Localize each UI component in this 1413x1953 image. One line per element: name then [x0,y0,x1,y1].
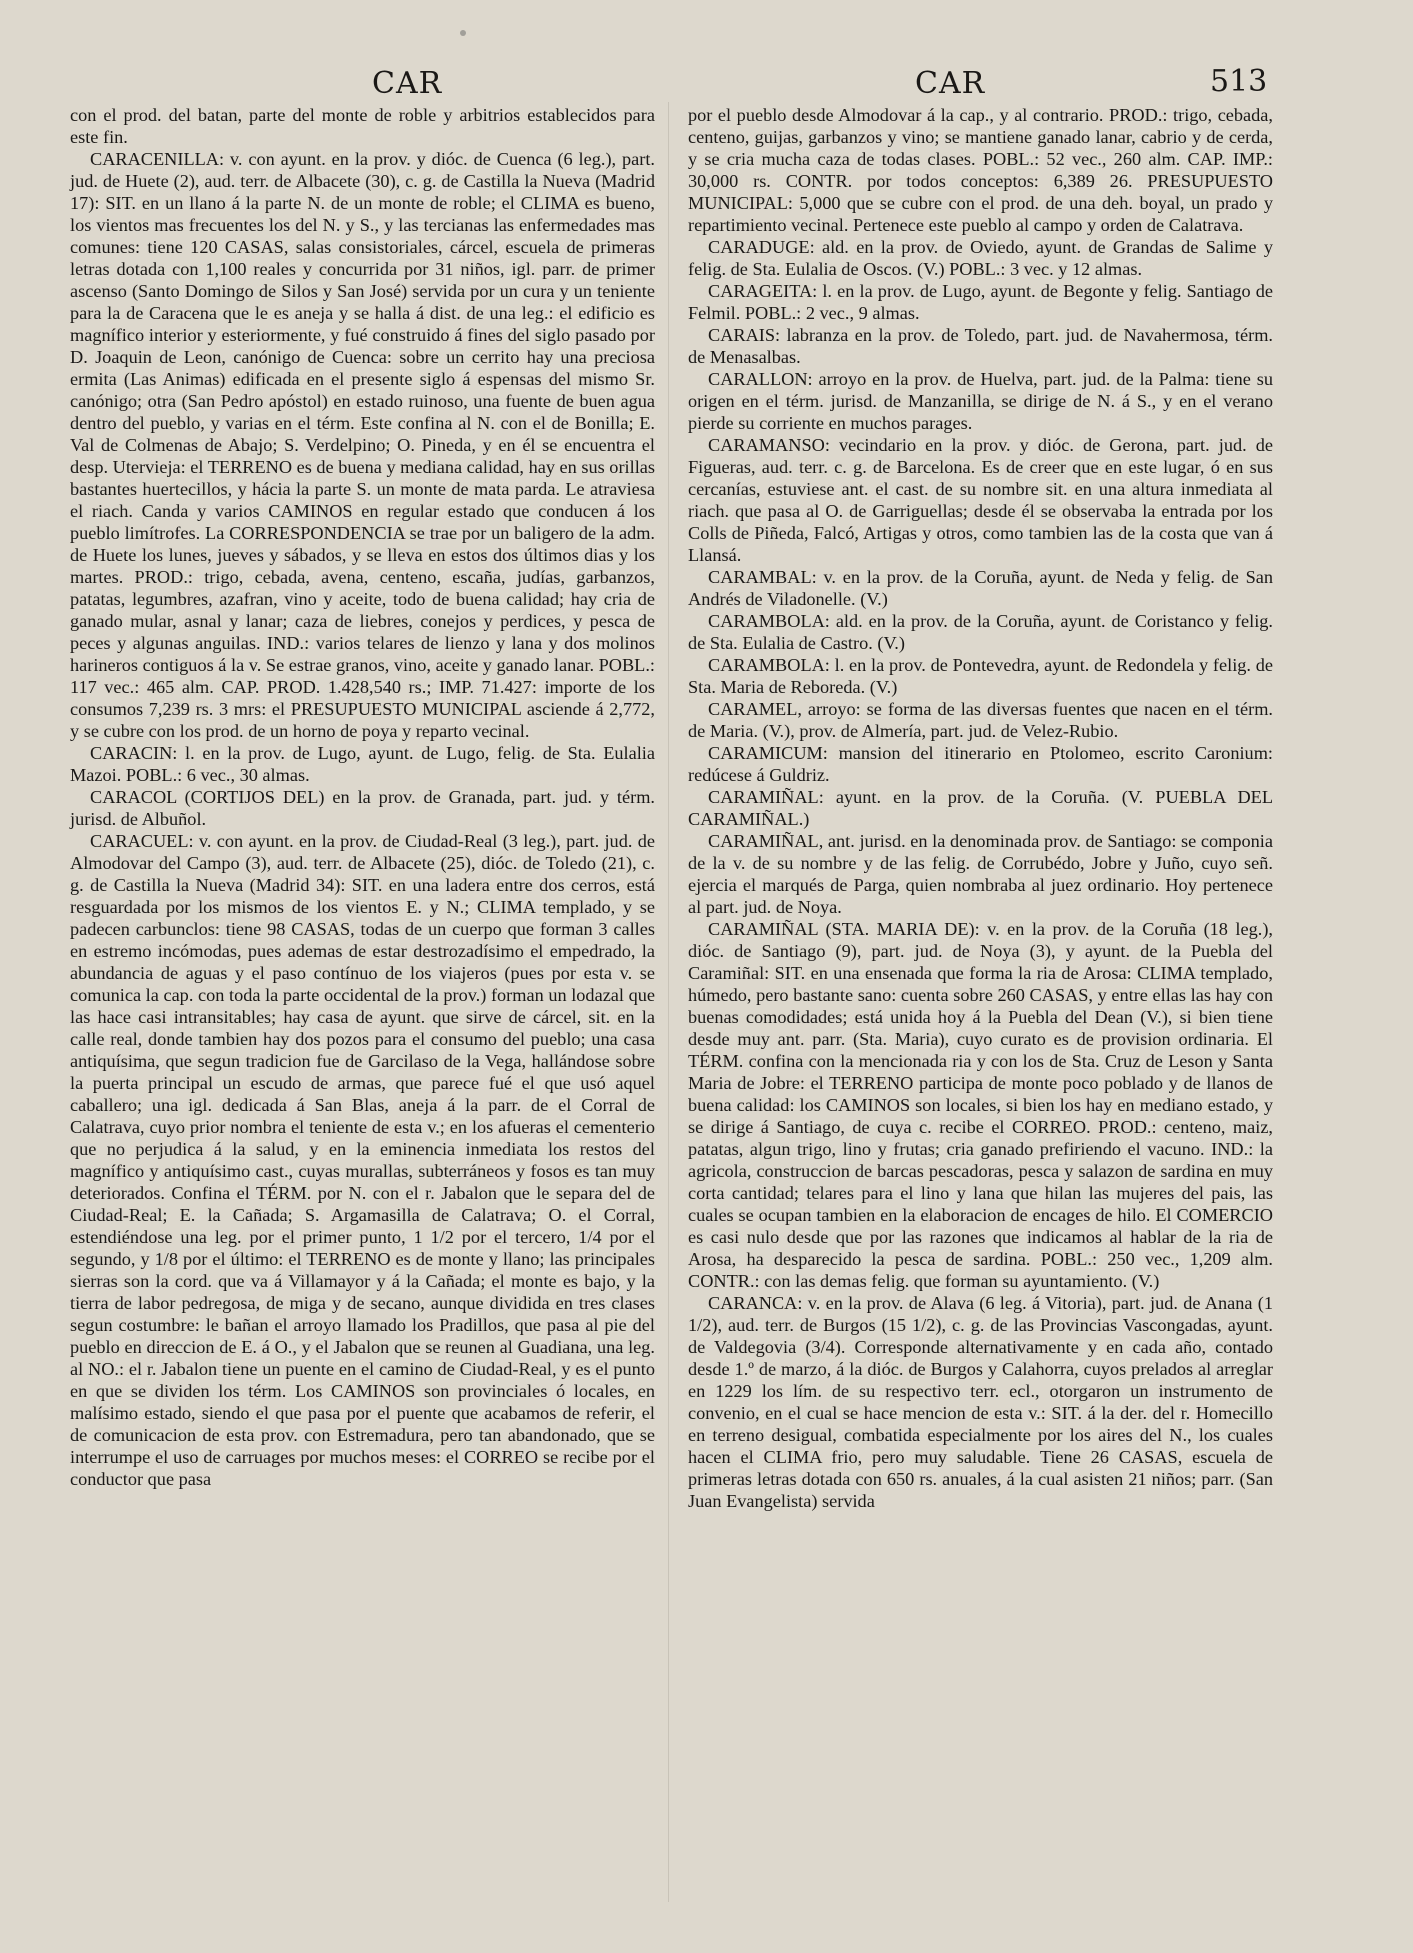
dictionary-entry: CARACOL (CORTIJOS DEL) en la prov. de Granada, part. jud. y térm. jurisd. de Albuñol. [70,787,655,829]
dictionary-entry: CARAMBOLA: l. en la prov. de Pontevedra, ayunt. de Redondela y felig. de Sta. Maria de Reboreda. (V.) [688,655,1273,697]
dictionary-entry: CARAMIÑAL, ant. jurisd. en la denominada prov. de Santiago: se componia de la v. de su nombre y de las felig. de Corrubédo, Jobre y Juño, cuyo señ. ejercia el marqués de Parga, quien nombraba al juez ordinario. Hoy pertenece al part. jud. de Noya. [688,831,1273,917]
dictionary-entry: CARADUGE: ald. en la prov. de Oviedo, ayunt. de Grandas de Salime y felig. de Sta. Eulalia de Oscos. (V.) POBL.: 3 vec. y 12 almas. [688,237,1273,279]
dictionary-entry: CARANCA: v. en la prov. de Alava (6 leg. á Vitoria), part. jud. de Anana (1 1/2), aud. terr. de Burgos (15 1/2), c. g. de las Provincias Vascongadas, ayunt. de Valdegovia (3/4). Corresponde alternativamente y en cada año, contado desde 1.º de marzo, á la dióc. de Burgos y Calahorra, cuyos prelados al arreglar en 1229 los lím. de su respectivo terr. ecl., otorgaron un instrumento de convenio, en el cual se hace mencion de esta v.: SIT. á la der. del r. Homecillo en terreno desigual, combatida especialmente por los aires del N., los cuales hacen el CLIMA frio, pero muy saludable. Tiene 26 CASAS, escuela de primeras letras dotada con 650 rs. anuales, á la cual asisten 21 niños; parr. (San Juan Evangelista) servida [688,1293,1273,1511]
running-head-right: CAR [915,66,986,101]
dictionary-entry: CARACIN: l. en la prov. de Lugo, ayunt. de Lugo, felig. de Sta. Eulalia Mazoi. POBL.: 6 vec., 30 almas. [70,743,655,785]
dictionary-entry: CARAGEITA: l. en la prov. de Lugo, ayunt. de Begonte y felig. Santiago de Felmil. POBL.: 2 vec., 9 almas. [688,281,1273,323]
dictionary-entry: con el prod. del batan, parte del monte de roble y arbitrios establecidos para este fin. [70,105,655,147]
dictionary-entry: CARAMBOLA: ald. en la prov. de la Coruña, ayunt. de Coristanco y felig. de Sta. Eulalia de Castro. (V.) [688,611,1273,653]
dictionary-entry: CARAMICUM: mansion del itinerario en Ptolomeo, escrito Caronium: redúcese á Guldriz. [688,743,1273,785]
page-mark [460,30,466,36]
dictionary-entry: CARALLON: arroyo en la prov. de Huelva, part. jud. de la Palma: tiene su origen en el térm. jurisd. de Manzanilla, se dirige de N. á S., y en el verano pierde su corriente en muchos parages. [688,369,1273,433]
dictionary-entry: CARACUEL: v. con ayunt. en la prov. de Ciudad-Real (3 leg.), part. jud. de Almodovar del Campo (3), aud. terr. de Albacete (25), dióc. de Toledo (21), c. g. de Castilla la Nueva (Madrid 34): SIT. en una ladera entre dos cerros, está resguardada por los mismos de los vientos E. y N.; CLIMA templado, y se padecen carbunclos: tiene 98 CASAS, todas de un cuerpo que forman 3 calles en estremo incómodas, pues ademas de estar destrozadísimo el empedrado, la abundancia de aguas y el paso contínuo de los viajeros (pues por esta v. se comunica la cap. con toda la parte occidental de la prov.) forman un lodazal que las hace casi intransitables; hay casa de ayunt. que sirve de cárcel, sit. en la calle real, donde tambien hay dos pozos para el consumo del pueblo; una casa antiquísima, que segun tradicion fue de Garcilaso de la Vega, hallándose sobre la puerta principal un escudo de armas, que parece fué el que usó aquel caballero; una igl. dedicada á San Blas, aneja á la parr. de el Corral de Calatrava, cuyo prior nombra el teniente de esta v.; en los afueras el cementerio que no perjudica á la salud, y en la eminencia inmediata los restos del magnífico y antiquísimo cast., cuyas murallas, subterráneos y fosos es tan muy deteriorados. Confina el TÉRM. por N. con el r. Jabalon que le separa del de Ciudad-Real; E. la Cañada; S. Argamasilla de Calatrava; O. el Corral, estendiéndose una leg. por el primer punto, 1 1/2 por el tercero, 1/4 por el segundo, y 1/8 por el último: el TERRENO es de monte y llano; las principales sierras son la cord. que va á Villamayor y á la Cañada; el monte es bajo, y la tierra de labor pedregosa, de miga y de secano, aunque dividida en tres clases segun costumbre: le bañan el arroyo llamado los Pradillos, que pasa al pie del pueblo en direccion de E. á O., y el Jabalon que se reunen al Guadiana, una leg. al NO.: el r. Jabalon tiene un puente en el camino de Ciudad-Real, y es el punto en que se dividen los térm. Los CAMINOS son provinciales ó locales, en malísimo estado, siendo el que pasa por el puente que acabamos de referir, el de comunicacion de esta prov. con Estremadura, pero tan abandonado, que se interrumpe el uso de carruages por muchos meses: el CORREO se recibe por el conductor que pasa [70,831,655,1489]
dictionary-entry: CARAMANSO: vecindario en la prov. y dióc. de Gerona, part. jud. de Figueras, aud. terr. c. g. de Barcelona. Es de creer que en este lugar, ó en sus cercanías, estuviese ant. el cast. de su nombre sit. en una altura inmediata al riach. que pasa al O. de Garriguellas; desde él se observaba la entrada por los Colls de Piñeda, Falcó, Artigas y otros, como tambien las de la costa que van á Llansá. [688,435,1273,565]
right-column [688,104,1273,1512]
dictionary-entry: CARAMBAL: v. en la prov. de la Coruña, ayunt. de Neda y felig. de San Andrés de Viladonelle. (V.) [688,567,1273,609]
dictionary-entry: CARAMEL, arroyo: se forma de las diversas fuentes que nacen en el térm. de Maria. (V.), prov. de Almería, part. jud. de Velez-Rubio. [688,699,1273,741]
page-number: 513 [1210,64,1268,99]
dictionary-entry: por el pueblo desde Almodovar á la cap., y al contrario. PROD.: trigo, cebada, centeno, guijas, garbanzos y vino; se mantiene ganado lanar, cabrio y de cerda, y se cria mucha caza de todas clases. POBL.: 52 vec., 260 alm. CAP. IMP.: 30,000 rs. CONTR. por todos conceptos: 6,389 26. PRESUPUESTO MUNICIPAL: 5,000 que se cubre con el prod. de una deh. boyal, un prado y repartimiento vecinal. Pertenece este pueblo al campo y orden de Calatrava. [688,105,1273,235]
column-divider [668,102,669,1902]
running-head-left: CAR [372,66,443,101]
left-column [70,104,655,1490]
dictionary-entry: CARACENILLA: v. con ayunt. en la prov. y dióc. de Cuenca (6 leg.), part. jud. de Huete (2), aud. terr. de Albacete (30), c. g. de Castilla la Nueva (Madrid 17): SIT. en un llano á la parte N. de un monte de roble; el CLIMA es bueno, los vientos mas frecuentes los del N. y S., y las tercianas las enfermedades mas comunes: tiene 120 CASAS, salas consistoriales, cárcel, escuela de primeras letras dotada con 1,100 reales y concurrida por 31 niños, igl. parr. de primer ascenso (Santo Domingo de Silos y San José) servida por un cura y un teniente para la de Caracena que le es aneja y se halla á dist. de una leg.: el edificio es magnífico interior y esteriormente, y fué construido á fines del siglo pasado por D. Joaquin de Leon, canónigo de Cuenca: sobre un cerrito hay una preciosa ermita (Las Animas) edificada en el presente siglo á espensas del mismo Sr. canónigo; otra (San Pedro apóstol) en estado ruinoso, una fuente de buen agua dentro del pueblo, y varias en el térm. Este confina al N. con el de Bonilla; E. Val de Colmenas de Abajo; S. Verdelpino; O. Pineda, y en él se encuentra el desp. Utervieja: el TERRENO es de buena y mediana calidad, hay en sus orillas bastantes huertecillos, y hácia la parte S. un monte de mata parda. Le atraviesa el riach. Canda y varios CAMINOS en regular estado que conducen á los pueblo limítrofes. La CORRESPONDENCIA se trae por un baligero de la adm. de Huete los lunes, jueves y sábados, y se lleva en estos dos últimos dias y los martes. PROD.: trigo, cebada, avena, centeno, escaña, judías, garbanzos, patatas, legumbres, azafran, vino y aceite, todo de buena calidad; hay cria de ganado mular, asnal y lanar; caza de liebres, conejos y perdices, y pesca de peces y algunas anguilas. IND.: varios telares de lienzo y lana y dos molinos harineros contiguos á la v. Se estrae granos, vino, aceite y ganado lanar. POBL.: 117 vec.: 465 alm. CAP. PROD. 1.428,540 rs.; IMP. 71.427: importe de los consumos 7,239 rs. 3 mrs: el PRESUPUESTO MUNICIPAL asciende á 2,772, y se cubre con los prod. de un horno de poya y reparto vecinal. [70,149,655,741]
dictionary-entry: CARAMIÑAL (STA. MARIA DE): v. en la prov. de la Coruña (18 leg.), dióc. de Santiago (9), part. jud. de Noya (3), y ayunt. de la Puebla del Caramiñal: SIT. en una ensenada que forma la ria de Arosa: CLIMA templado, húmedo, pero bastante sano: cuenta sobre 260 CASAS, y entre ellas las hay con buenas comodidades; está unida hoy á la Puebla del Dean (V.), si bien tiene desde muy ant. parr. (Sta. Maria), cuyo curato es de provision ordinaria. El TÉRM. confina con la mencionada ria y con los de Sta. Cruz de Leson y Santa Maria de Jobre: el TERRENO participa de monte poco poblado y de llanos de buena calidad: los CAMINOS son locales, si bien los hay en mediano estado, y se dirige á Santiago, de cuya c. recibe el CORREO. PROD.: centeno, maiz, patatas, algun trigo, lino y frutas; cria ganado prefiriendo el vacuno. IND.: la agricola, construccion de barcas pescadoras, pesca y salazon de sardina en muy corta cantidad; telares para el lino y lana que hilan las mujeres del pais, las cuales se ocupan tambien en la elaboracion de encages de hilo. El COMERCIO es casi nulo desde que por las razones que indicamos al hablar de la ria de Arosa, ha desparecido la pesca de sardina. POBL.: 250 vec., 1,209 alm. CONTR.: con las demas felig. que forman su ayuntamiento. (V.) [688,919,1273,1291]
dictionary-entry: CARAMIÑAL: ayunt. en la prov. de la Coruña. (V. PUEBLA DEL CARAMIÑAL.) [688,787,1273,829]
dictionary-entry: CARAIS: labranza en la prov. de Toledo, part. jud. de Navahermosa, térm. de Menasalbas. [688,325,1273,367]
